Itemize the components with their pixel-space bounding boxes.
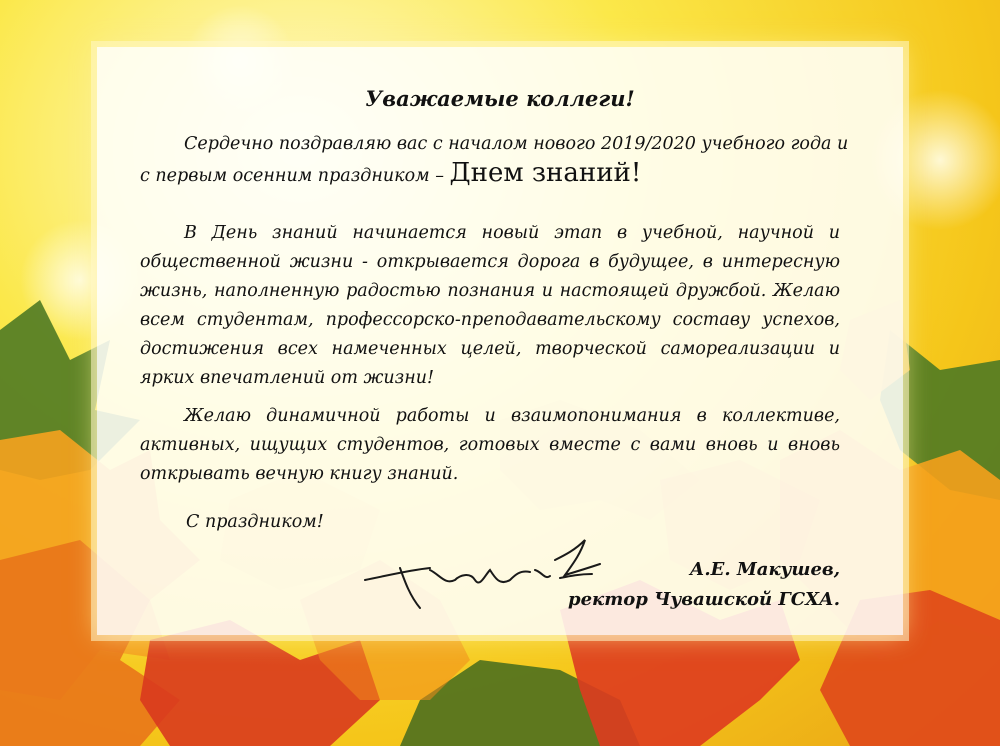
paragraph-work-wishes: Желаю динамичной работы и взаимопонимания в коллективе, активных, ищущих студентов, готовых вместе с вами вновь и вновь открывать вечную книгу знаний.: [140, 406, 840, 484]
paragraph-wishes: В День знаний начинается новый этап в учебной, научной и общественной жизни - открывается дорога в будущее, в интересную жизнь, наполненную радостью познания и настоящей дружбой. Желаю всем студентам, профессорско-преподавательскому составу успехов, достижения всех намеченных целей, творческой самореализации и ярких впечатлений от жизни!: [140, 223, 840, 388]
paragraph-congratulation-text: Сердечно поздравляю вас с началом нового 2019/2020 учебного года и с первым осенним праздником –: [140, 134, 849, 186]
signer-role: ректор Чувашской ГСХА.: [567, 589, 840, 610]
paragraph-congratulation: [140, 130, 850, 191]
signer-name: А.Е. Макушев,: [689, 559, 840, 580]
letter-title: Уважаемые коллеги!: [365, 86, 635, 111]
greeting: С праздником!: [186, 512, 324, 532]
knowledge-day-highlight: Днем знаний!: [449, 158, 642, 188]
